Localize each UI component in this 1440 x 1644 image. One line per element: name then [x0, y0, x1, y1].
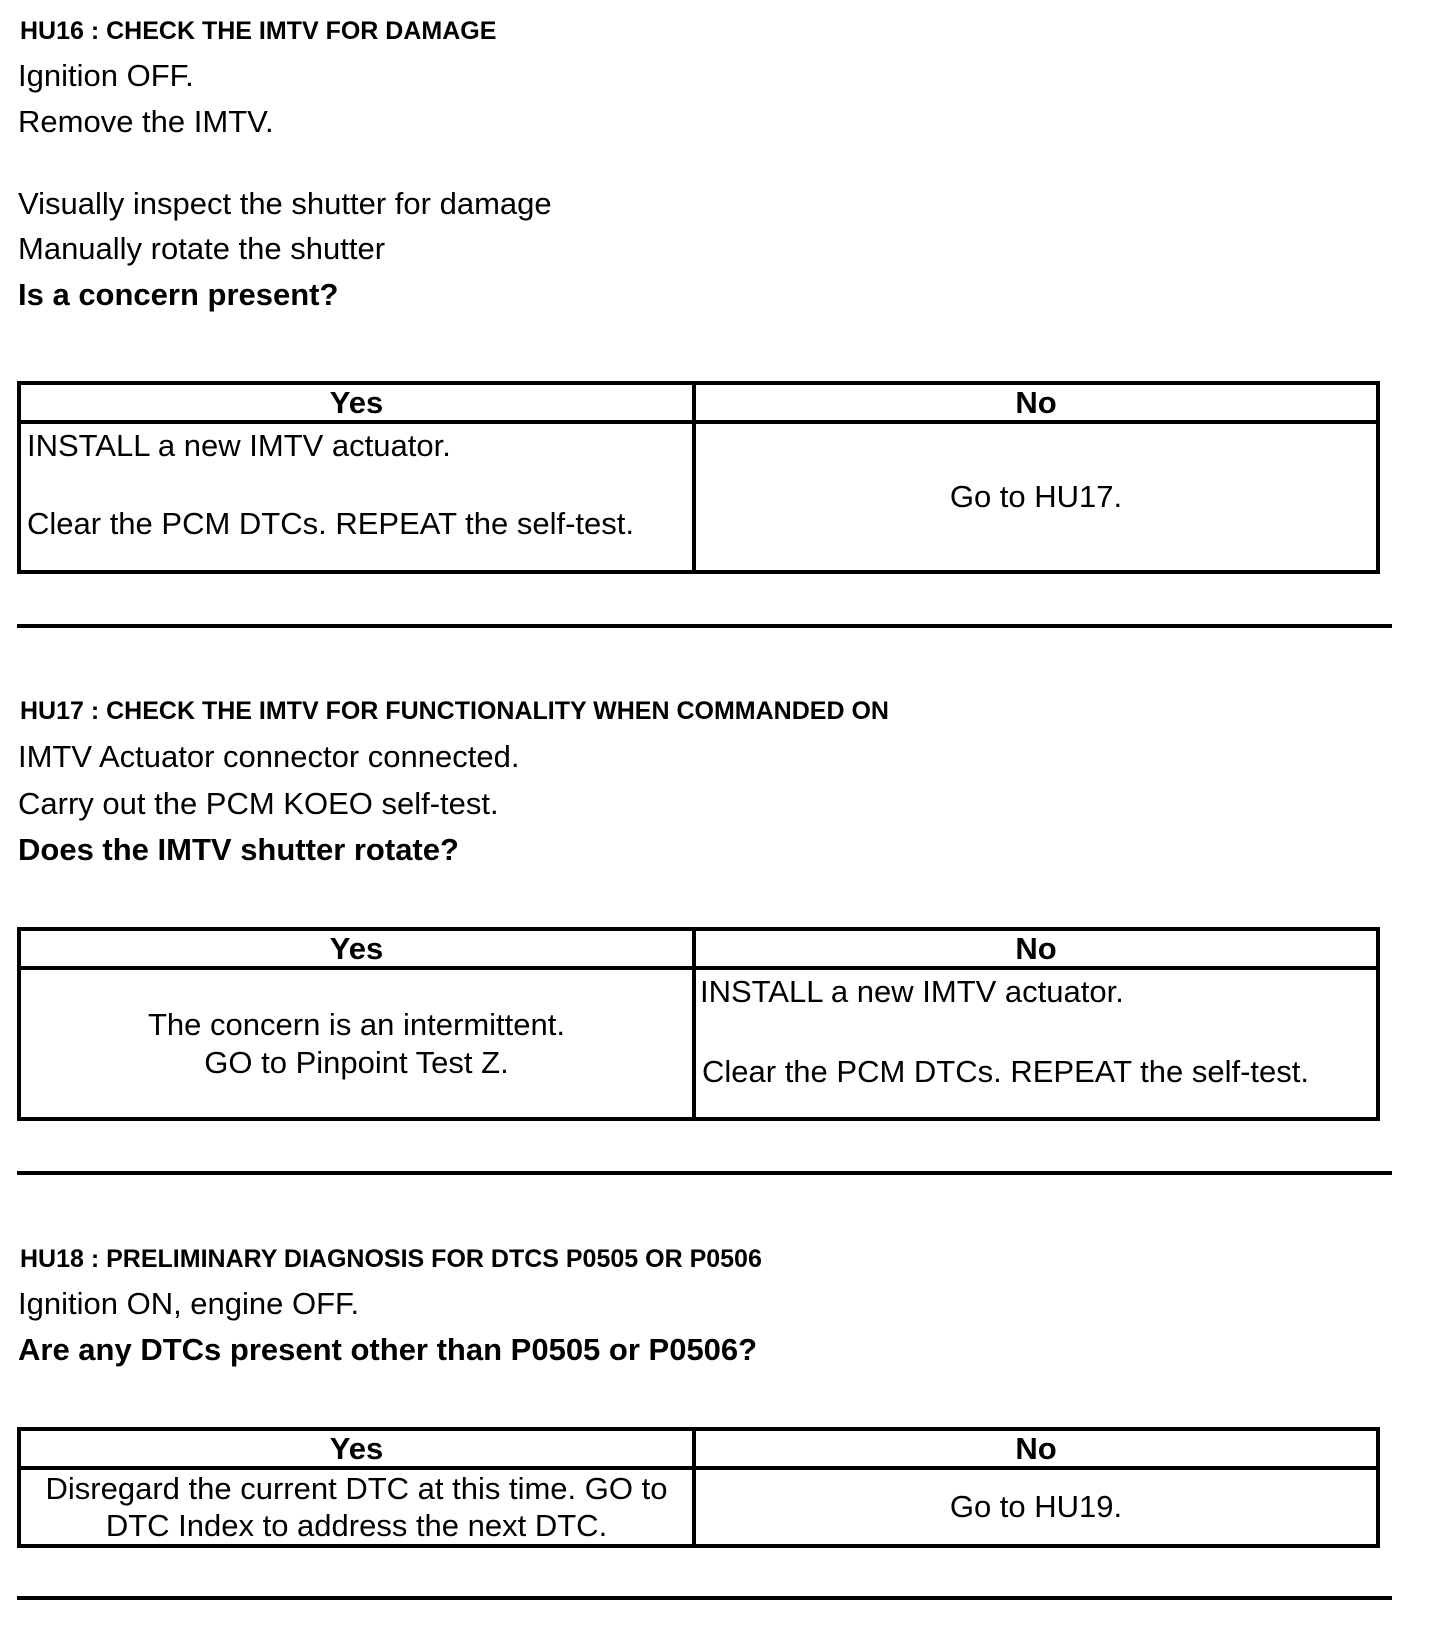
question-text: Are any DTCs present other than P0505 or P0506? — [18, 1332, 758, 1367]
no-cell — [694, 968, 1378, 1119]
go-to-link[interactable]: Go to HU17. — [949, 479, 1123, 514]
section-heading-hu18: HU18 : PRELIMINARY DIAGNOSIS FOR DTCS P0505 OR P0506 — [20, 1245, 762, 1273]
yes-cell — [19, 422, 694, 572]
no-action-line: Clear the PCM DTCs. REPEAT the self-test. — [702, 1054, 1309, 1089]
yes-header: Yes — [19, 1429, 694, 1468]
step-text: IMTV Actuator connector connected. — [18, 739, 520, 774]
yes-no-table-hu16 — [17, 381, 1380, 574]
yes-cell — [19, 1468, 694, 1546]
step-text: Carry out the PCM KOEO self-test. — [18, 786, 499, 821]
question-text: Is a concern present? — [18, 277, 339, 312]
step-text: Visually inspect the shutter for damage — [18, 186, 552, 221]
no-cell — [694, 422, 1378, 572]
step-text: Ignition ON, engine OFF. — [18, 1286, 360, 1321]
no-cell — [694, 1468, 1378, 1546]
step-text: Remove the IMTV. — [18, 104, 274, 139]
no-action-line: INSTALL a new IMTV actuator. — [700, 974, 1124, 1009]
yes-action-line: The concern is an intermittent. — [148, 1006, 565, 1042]
section-divider — [17, 624, 1392, 628]
no-header: No — [694, 383, 1378, 422]
step-text: Manually rotate the shutter — [18, 231, 386, 266]
yes-no-table-hu18 — [17, 1427, 1380, 1548]
section-divider — [17, 1596, 1392, 1600]
yes-action-line[interactable]: GO to Pinpoint Test Z. — [204, 1044, 509, 1080]
section-heading-hu16: HU16 : CHECK THE IMTV FOR DAMAGE — [20, 17, 497, 45]
yes-no-table-hu17 — [17, 927, 1380, 1121]
section-divider — [17, 1171, 1392, 1175]
yes-cell — [19, 968, 694, 1119]
question-text: Does the IMTV shutter rotate? — [18, 832, 459, 867]
no-header: No — [694, 929, 1378, 968]
yes-header: Yes — [19, 383, 694, 422]
yes-header: Yes — [19, 929, 694, 968]
go-to-link[interactable]: Go to HU19. — [949, 1489, 1123, 1524]
yes-action-line[interactable]: DTC Index to address the next DTC. — [105, 1508, 608, 1543]
step-text: Ignition OFF. — [18, 58, 194, 93]
yes-action-line: Disregard the current DTC at this time. GO to — [45, 1471, 668, 1506]
section-heading-hu17: HU17 : CHECK THE IMTV FOR FUNCTIONALITY WHEN COMMANDED ON — [20, 697, 889, 725]
yes-action-line: Clear the PCM DTCs. REPEAT the self-test. — [27, 506, 634, 541]
no-header: No — [694, 1429, 1378, 1468]
yes-action-line: INSTALL a new IMTV actuator. — [27, 428, 451, 463]
